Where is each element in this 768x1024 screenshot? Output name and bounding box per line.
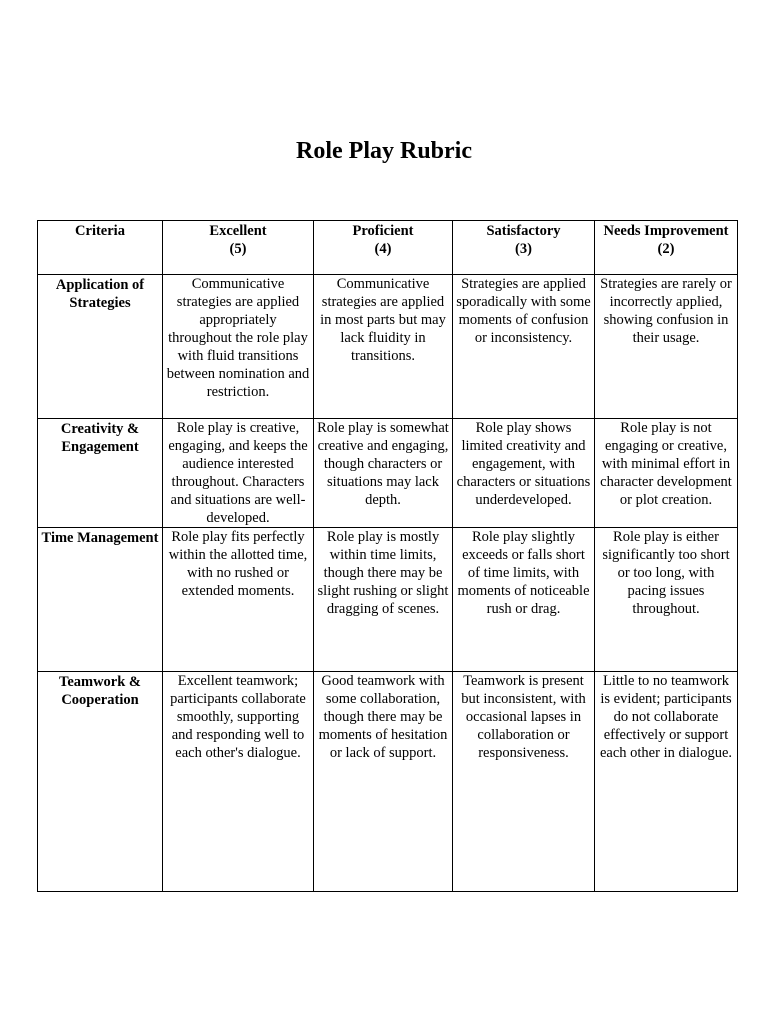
needs-improvement-cell: Strategies are rarely or incorrectly applied, showing confusion in their usage. xyxy=(595,275,738,419)
excellent-cell: Excellent teamwork; participants collaborate smoothly, supporting and responding well to each other's dialogue. xyxy=(163,672,314,892)
header-criteria xyxy=(38,221,163,275)
header-satisfactory xyxy=(453,221,595,275)
satisfactory-cell: Strategies are applied sporadically with some moments of confusion or inconsistency. xyxy=(453,275,595,419)
proficient-cell: Role play is somewhat creative and engaging, though characters or situations may lack depth. xyxy=(314,419,453,528)
satisfactory-cell: Role play slightly exceeds or falls short of time limits, with moments of noticeable rush or drag. xyxy=(453,528,595,672)
header-needs-improvement-score: (2) xyxy=(657,241,675,257)
header-needs-improvement-label: Needs Improvement xyxy=(603,223,729,239)
header-needs-improvement xyxy=(595,221,738,275)
proficient-cell: Good teamwork with some collaboration, though there may be moments of hesitation or lack of support. xyxy=(314,672,453,892)
table-row xyxy=(38,528,738,672)
satisfactory-cell: Role play shows limited creativity and engagement, with characters or situations underdeveloped. xyxy=(453,419,595,528)
needs-improvement-cell: Little to no teamwork is evident; participants do not collaborate effectively or support each other in dialogue. xyxy=(595,672,738,892)
table-row xyxy=(38,275,738,419)
excellent-cell: Communicative strategies are applied appropriately throughout the role play with fluid transitions between nomination and restriction. xyxy=(163,275,314,419)
header-proficient xyxy=(314,221,453,275)
needs-improvement-cell: Role play is not engaging or creative, with minimal effort in character development or plot creation. xyxy=(595,419,738,528)
satisfactory-cell: Teamwork is present but inconsistent, with occasional lapses in collaboration or responsiveness. xyxy=(453,672,595,892)
page-title: Role Play Rubric xyxy=(296,138,472,164)
header-satisfactory-score: (3) xyxy=(515,241,532,257)
header-row xyxy=(38,221,738,275)
excellent-cell: Role play fits perfectly within the allotted time, with no rushed or extended moments. xyxy=(163,528,314,672)
criteria-cell: Creativity & Engagement xyxy=(38,419,163,528)
table-row xyxy=(38,419,738,528)
header-excellent-score: (5) xyxy=(229,241,247,257)
header-proficient-label: Proficient xyxy=(352,223,414,239)
criteria-cell: Teamwork & Cooperation xyxy=(38,672,163,892)
criteria-cell: Application of Strategies xyxy=(38,275,163,419)
needs-improvement-cell: Role play is either significantly too short or too long, with pacing issues throughout. xyxy=(595,528,738,672)
rubric-table xyxy=(37,220,738,892)
excellent-cell: Role play is creative, engaging, and keeps the audience interested throughout. Characters and situations are well-developed. xyxy=(163,419,314,528)
header-criteria-label: Criteria xyxy=(75,223,125,239)
header-satisfactory-label: Satisfactory xyxy=(486,223,561,239)
header-excellent xyxy=(163,221,314,275)
header-proficient-score: (4) xyxy=(374,241,392,257)
table-row xyxy=(38,672,738,892)
header-excellent-label: Excellent xyxy=(209,223,267,239)
proficient-cell: Role play is mostly within time limits, though there may be slight rushing or slight dragging of scenes. xyxy=(314,528,453,672)
criteria-cell: Time Management xyxy=(38,528,163,672)
proficient-cell: Communicative strategies are applied in most parts but may lack fluidity in transitions. xyxy=(314,275,453,419)
